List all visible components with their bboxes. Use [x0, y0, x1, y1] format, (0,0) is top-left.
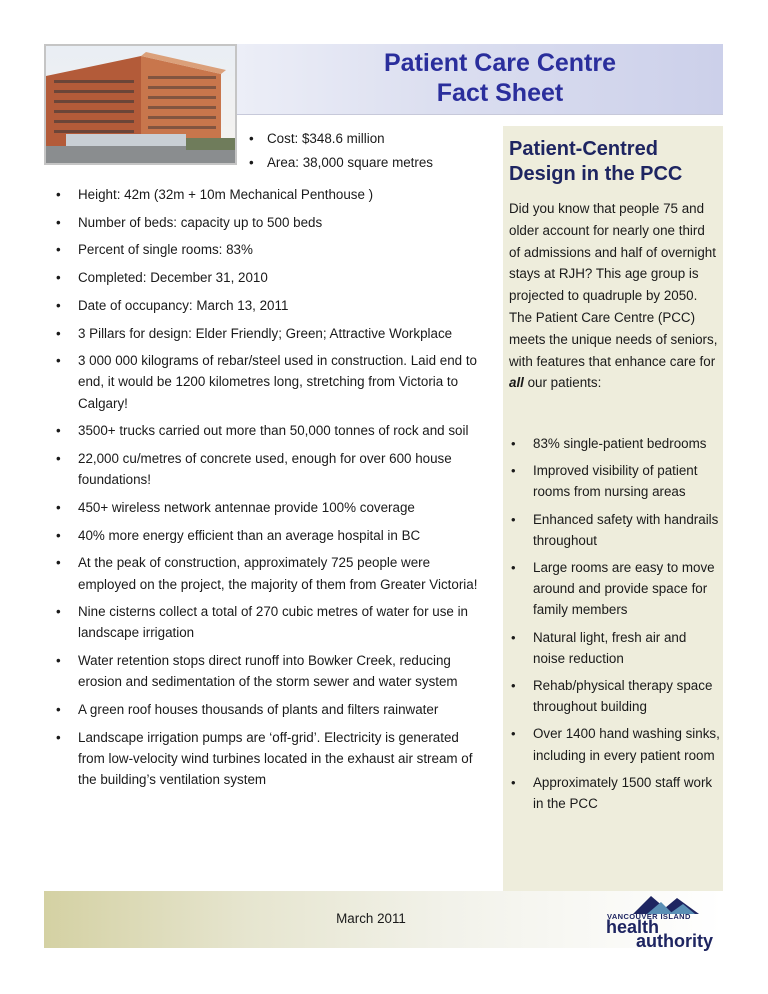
footer-date: March 2011 [336, 911, 406, 926]
fact-cost: • Cost: $348.6 million [247, 129, 433, 149]
list-item: • 40% more energy efficient than an average hospital in BC [56, 525, 488, 546]
list-item: • Completed: December 31, 2010 [56, 267, 488, 288]
list-item: • 22,000 cu/metres of concrete used, enough for over 600 house foundations! [56, 448, 488, 490]
facts-list [56, 184, 488, 797]
logo-text-line1: VANCOUVER ISLAND [607, 912, 691, 921]
fact-area: • Area: 38,000 square metres [247, 153, 433, 173]
page-title-line1: Patient Care Centre [383, 49, 617, 77]
list-item: • 3 000 000 kilograms of rebar/steel used in construction. Laid end to end, it would be 1200 kilometres long, stretching from Victoria to Calgary! [56, 350, 488, 414]
list-item: • Rehab/physical therapy space throughout building [509, 675, 721, 717]
building-photo [44, 44, 237, 165]
list-item: • Improved visibility of patient rooms from nursing areas [509, 460, 721, 502]
list-item: • Water retention stops direct runoff into Bowker Creek, reducing erosion and sedimentation of the storm sewer and water system [56, 650, 488, 692]
top-facts-list [247, 129, 433, 177]
sidebar-intro-end: our patients: [523, 375, 602, 391]
list-item: • Over 1400 hand washing sinks, including in every patient room [509, 723, 721, 765]
list-item: • A green roof houses thousands of plants and filters rainwater [56, 699, 488, 720]
list-item: • Percent of single rooms: 83% [56, 239, 488, 260]
list-item: • 450+ wireless network antennae provide 100% coverage [56, 497, 488, 518]
list-item: • 3 Pillars for design: Elder Friendly; Green; Attractive Workplace [56, 323, 488, 344]
sidebar-intro [509, 198, 719, 394]
list-item: • Number of beds: capacity up to 500 beds [56, 212, 488, 233]
mountains-icon [603, 892, 717, 914]
logo-text-line2: health [606, 917, 660, 937]
list-item: • Enhanced safety with handrails throughout [509, 509, 721, 551]
list-item: • Height: 42m (32m + 10m Mechanical Penthouse ) [56, 184, 488, 205]
list-item: • Natural light, fresh air and noise reduction [509, 627, 721, 669]
sidebar-intro-emphasis: all [509, 375, 524, 391]
list-item: • Approximately 1500 staff work in the PCC [509, 772, 721, 814]
sidebar-title: Patient-Centred Design in the PCC [509, 138, 683, 185]
logo-text-line3: authority [636, 931, 714, 951]
page-title-line2: Fact Sheet [436, 79, 564, 107]
list-item: • Large rooms are easy to move around and provide space for family members [509, 557, 721, 621]
list-item: • At the peak of construction, approximately 725 people were employed on the project, the majority of them from Greater Victoria! [56, 552, 488, 594]
list-item: • Landscape irrigation pumps are ‘off-grid’. Electricity is generated from low-velocity wind turbines located in the exhaust air stream of the building’s ventilation system [56, 727, 488, 791]
page-title [237, 48, 723, 108]
list-item: • Date of occupancy: March 13, 2011 [56, 295, 488, 316]
list-item: • Nine cisterns collect a total of 270 cubic metres of water for use in landscape irrigation [56, 601, 488, 643]
sidebar-intro-text: Did you know that people 75 and older account for nearly one third of admissions and half of overnight stays at RJH? This age group is projected to quadruple by 2050. The Patient Care Centre (PCC) meets the unique needs of seniors, with features that enhance care for [509, 201, 718, 369]
sidebar-features-list [509, 433, 721, 820]
list-item: • 3500+ trucks carried out more than 50,000 tonnes of rock and soil [56, 420, 488, 441]
list-item: • 83% single-patient bedrooms [509, 433, 721, 454]
